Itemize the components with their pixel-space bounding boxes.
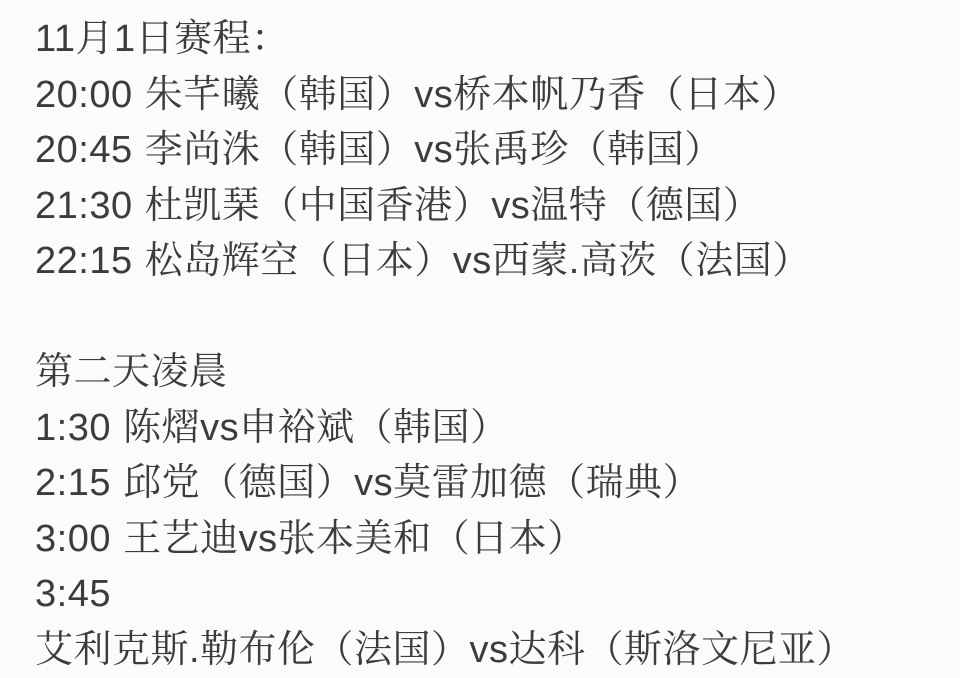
section-day1 xyxy=(35,12,940,290)
match-row xyxy=(35,123,940,179)
section-day2 xyxy=(35,345,940,678)
match-row xyxy=(35,234,940,290)
match-row xyxy=(35,68,940,124)
match-row xyxy=(35,512,940,568)
match-matchup: 王艺迪vs张本美和（日本） xyxy=(123,517,586,560)
match-row xyxy=(35,401,940,457)
section-day2-title: 第二天凌晨 xyxy=(35,351,228,393)
match-matchup: 邱党（德国）vs莫雷加德（瑞典） xyxy=(123,462,702,504)
match-matchup: 李尚洙（韩国）vs张禹珍（韩国） xyxy=(144,129,723,171)
match-row xyxy=(35,179,940,235)
match-time: 20:00 xyxy=(35,73,133,116)
match-time: 22:15 xyxy=(35,240,133,282)
match-time: 1:30 xyxy=(35,406,111,449)
match-time: 2:15 xyxy=(35,462,111,504)
match-row xyxy=(35,456,940,512)
section-day1-title: 11月1日赛程： xyxy=(35,18,290,60)
match-matchup: 杜凯琹（中国香港）vs温特（德国） xyxy=(144,184,762,227)
match-time: 20:45 xyxy=(35,129,133,171)
match-matchup: 陈熠vs申裕斌（韩国） xyxy=(123,406,509,449)
match-matchup: 艾利克斯.勒布伦（法国）vs达科（斯洛文尼亚） xyxy=(35,628,856,671)
match-time: 3:45 xyxy=(35,573,111,615)
match-time: 3:00 xyxy=(35,517,111,560)
match-matchup: 松岛辉空（日本）vs西蒙.高茨（法国） xyxy=(144,240,811,282)
match-matchup: 朱芊曦（韩国）vs桥本帆乃香（日本） xyxy=(144,73,800,116)
match-time: 21:30 xyxy=(35,184,133,227)
match-row xyxy=(35,567,940,678)
